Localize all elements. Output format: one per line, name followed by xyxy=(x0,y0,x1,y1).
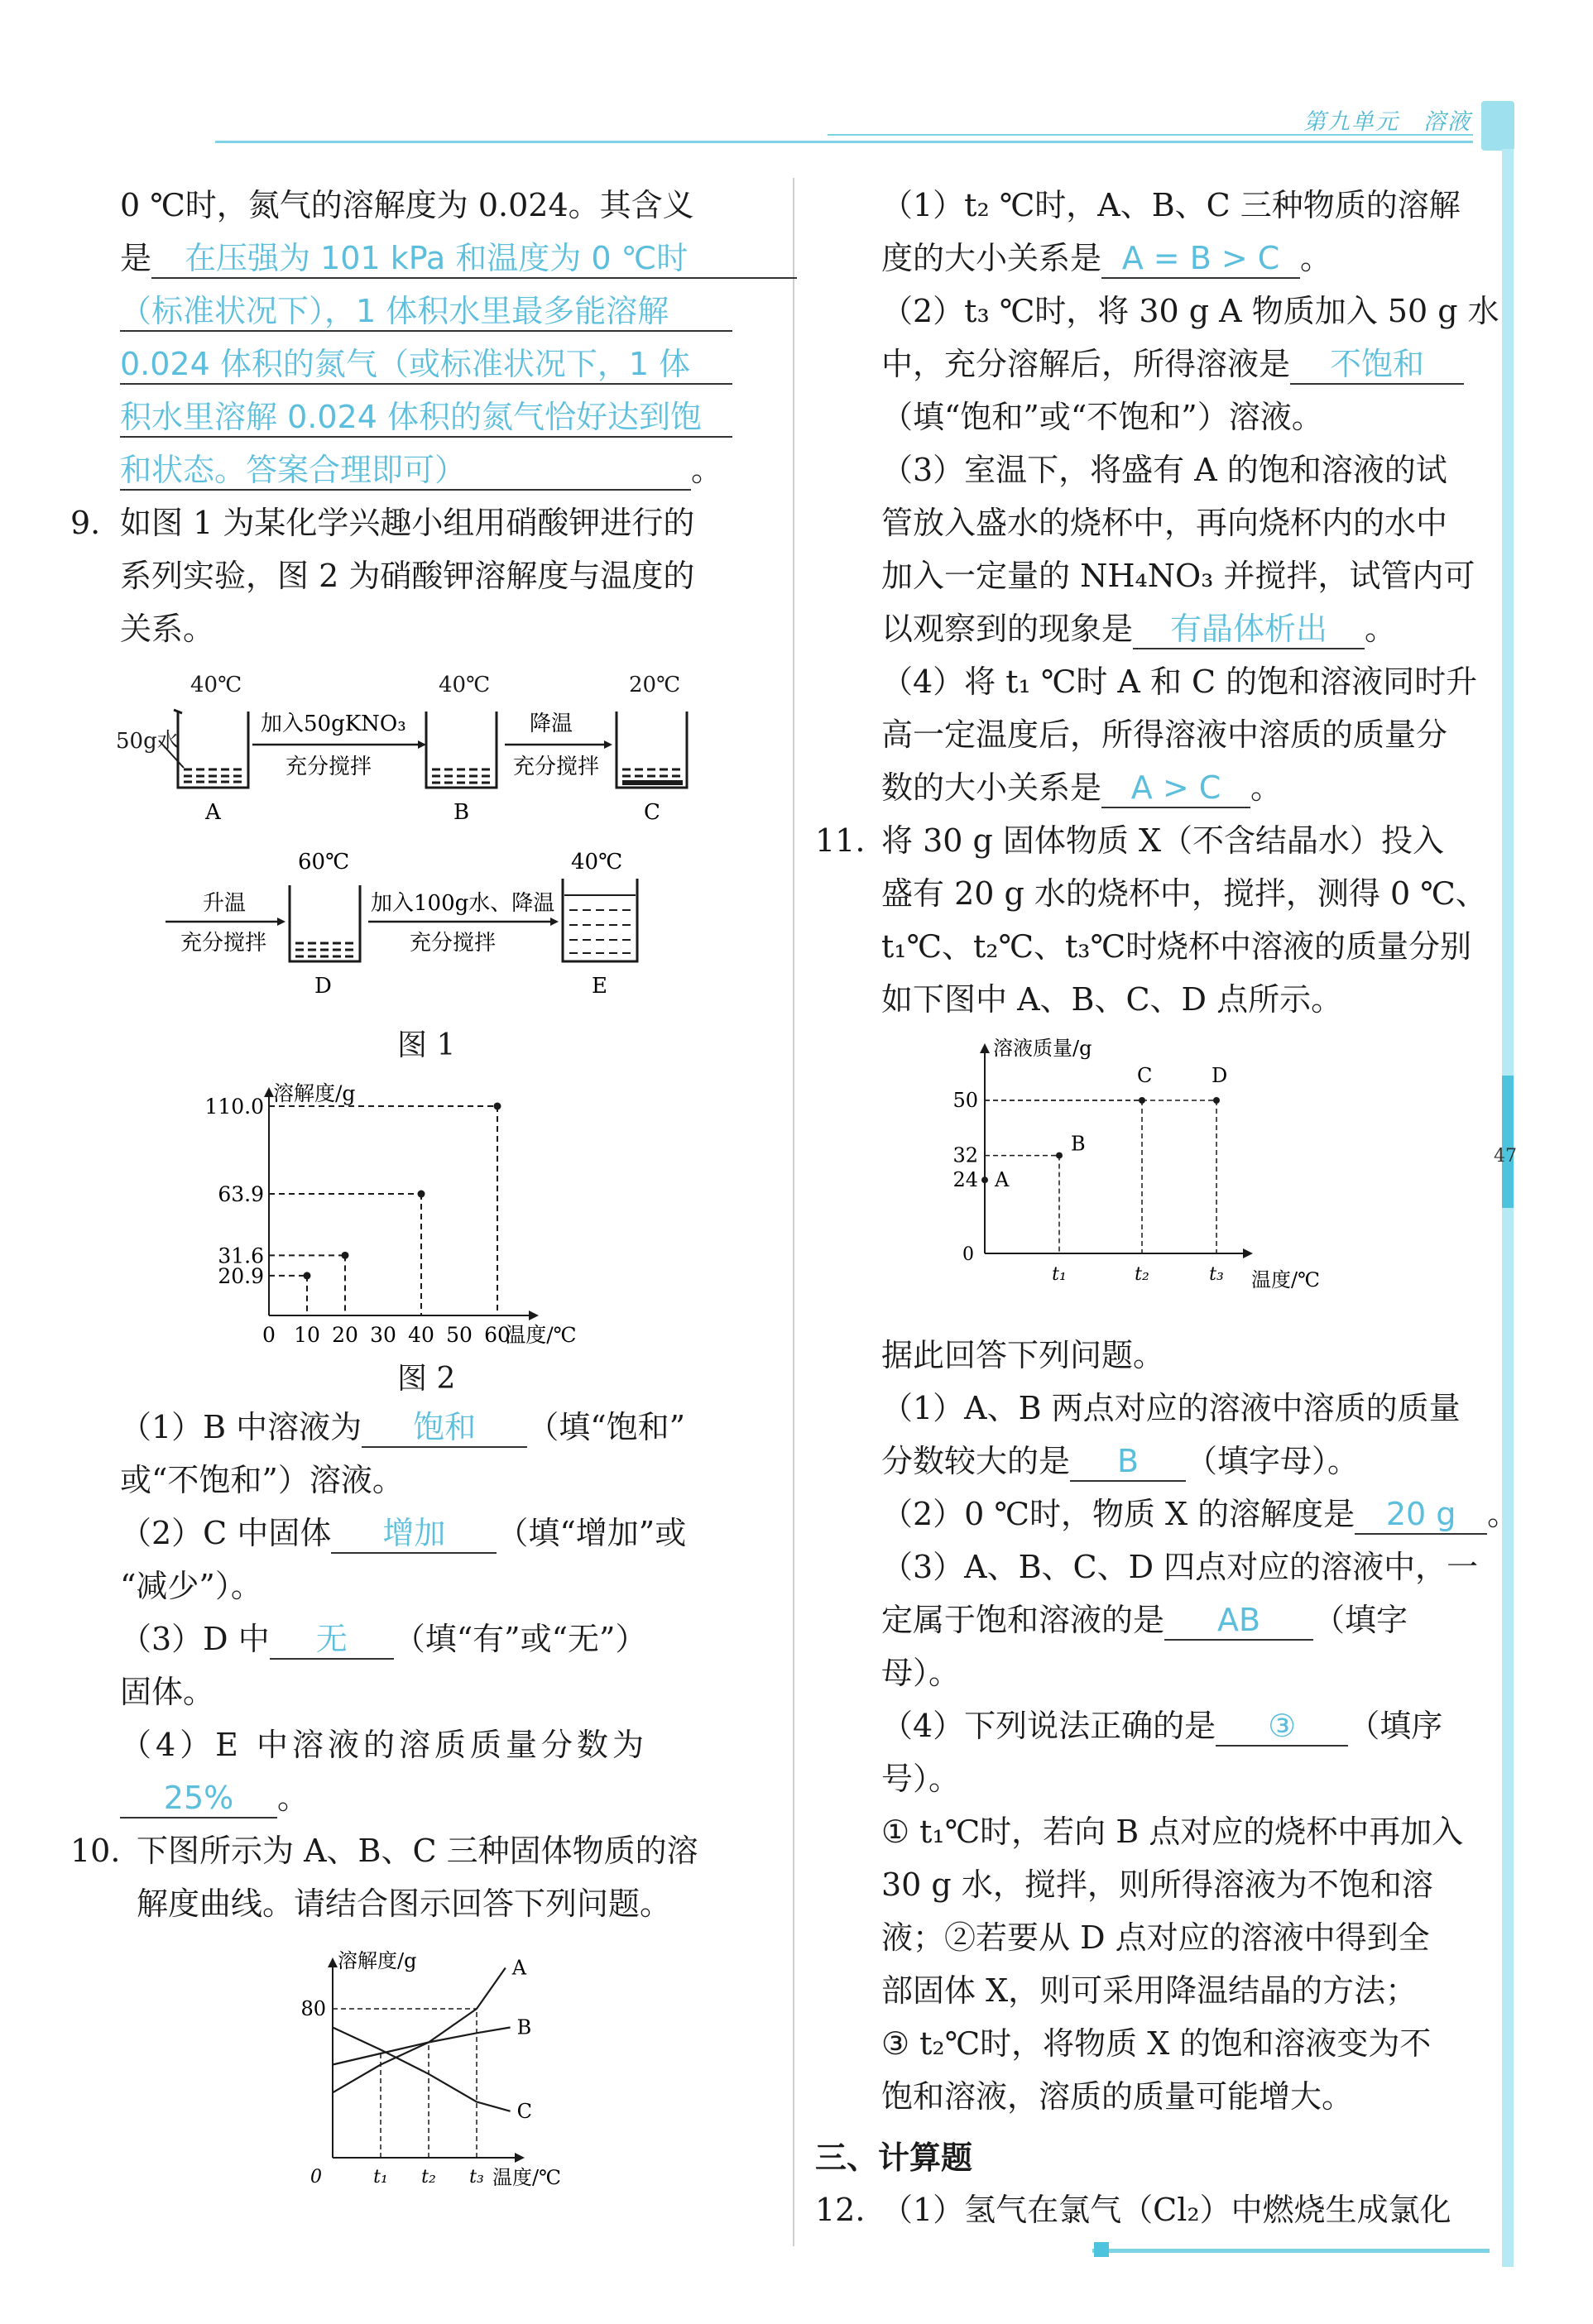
chart1-x-tick: 20 xyxy=(332,1323,358,1347)
figure1-experiment xyxy=(108,662,737,1018)
q10-s3-end: 。 xyxy=(1365,611,1397,647)
chart3-point-label: C xyxy=(1137,1064,1153,1087)
chart3-point xyxy=(1056,1152,1063,1159)
q10-s3-pre: 以观察到的现象是 xyxy=(881,611,1134,647)
fig1-step4-top: 加入100g水、降温 xyxy=(371,891,555,916)
chart1-point xyxy=(342,1252,349,1259)
fig1-temp-E: 40℃ xyxy=(571,850,623,874)
q9-sub2 xyxy=(120,1514,686,1554)
q10-line2: 解度曲线。请结合图示回答下列问题。 xyxy=(137,1886,672,1922)
beaker-E xyxy=(563,879,637,961)
q9-line1: 如图 1 为某化学兴趣小组用硝酸钾进行的 xyxy=(120,505,695,541)
q10-s2-line1: （2）t₃ ℃时，将 30 g A 物质加入 50 g 水 xyxy=(881,293,1499,329)
header-section-title: 第九单元 溶液 xyxy=(1303,109,1471,135)
q8-answer-line-3: 0.024 体积的氮气（或标准状况下，1 体 xyxy=(120,345,732,385)
beaker-B xyxy=(426,712,497,788)
q11-line4: 如下图中 A、B、C、D 点所示。 xyxy=(881,981,1343,1018)
q9-sub2-answer: 增加 xyxy=(331,1514,497,1554)
fig1-step3-top: 升温 xyxy=(203,891,247,916)
q9-sub1-answer: 饱和 xyxy=(362,1408,527,1448)
q11-option-line6: 饱和溶液，溶质的质量可能增大。 xyxy=(881,2078,1354,2115)
q10-number: 10. xyxy=(70,1833,121,1869)
q11-s2-end: 。 xyxy=(1487,1496,1519,1532)
fig1-temp-B: 40℃ xyxy=(439,673,491,697)
q8-answer-line-2: （标准状况下），1 体积水里最多能溶解 xyxy=(120,292,732,332)
q10-s4-answer: A > C xyxy=(1101,769,1250,808)
q10-s3-line1: （3）室温下，将盛有 A 的饱和溶液的试 xyxy=(881,452,1447,488)
chart3-y-tick: 32 xyxy=(952,1143,978,1167)
q11-s4-answer: ③ xyxy=(1216,1707,1348,1747)
q9-sub3-answer: 无 xyxy=(270,1620,394,1660)
beaker-C xyxy=(617,712,687,788)
chart1-y-tick: 63.9 xyxy=(218,1182,264,1207)
footer-rule xyxy=(1092,2249,1490,2253)
fig1-step2-top: 降温 xyxy=(530,712,573,736)
q10-s2-answer: 不饱和 xyxy=(1290,345,1464,385)
chart2-x-tick: t₁ xyxy=(373,2167,388,2187)
q9-line3: 关系。 xyxy=(120,611,215,647)
side-margin-bar xyxy=(1502,149,1514,2267)
q12-number: 12. xyxy=(815,2192,866,2228)
q9-sub4-end: 。 xyxy=(277,1780,309,1816)
figure2-solubility-chart xyxy=(190,1076,621,1349)
q10-s2-line2 xyxy=(881,345,1464,385)
chart1-x-tick: 40 xyxy=(408,1323,434,1347)
chart1-x-tick: 10 xyxy=(294,1323,320,1347)
beaker-D xyxy=(290,885,360,961)
q8-answer-line-4: 积水里溶解 0.024 体积的氮气恰好达到饱 xyxy=(120,398,732,438)
q10-s1-answer: A = B > C xyxy=(1101,239,1300,279)
fig1-label-D: D xyxy=(314,974,332,999)
q9-sub3 xyxy=(120,1620,646,1660)
q11-s4-line2: 号）。 xyxy=(881,1761,961,1797)
chart1-point xyxy=(304,1272,311,1279)
chart3-point-label: A xyxy=(995,1168,1010,1192)
figure2-caption: 图 2 xyxy=(397,1362,456,1396)
q11-line1: 将 30 g 固体物质 X（不含结晶水）投入 xyxy=(881,822,1445,859)
chart1-ylabel: 溶解度/g xyxy=(273,1081,356,1105)
q11-option-line5: ③ t₂℃时，将物质 X 的饱和溶液变为不 xyxy=(881,2025,1432,2062)
q9-sub3-line2: 固体。 xyxy=(120,1674,215,1710)
q11-s1-post: （填字母）。 xyxy=(1186,1443,1360,1479)
q11-after: 据此回答下列问题。 xyxy=(881,1337,1165,1373)
q9-sub2-post: （填“增加”或 xyxy=(497,1515,687,1551)
header-rule xyxy=(215,141,1473,143)
q11-s4-pre: （4）下列说法正确的是 xyxy=(881,1708,1216,1744)
chart3-x-arrow xyxy=(1243,1248,1253,1258)
q11-option-line1: ① t₁℃时，若向 B 点对应的烧杯中再加入 xyxy=(881,1814,1464,1850)
chart3-ylabel: 溶液质量/g xyxy=(993,1037,1092,1060)
q10-s2-pre: 中，充分溶解后，所得溶液是 xyxy=(881,346,1291,382)
q9-sub1-line2: 或“不饱和”）溶液。 xyxy=(120,1462,404,1498)
chart3-point-label: D xyxy=(1212,1064,1228,1087)
fig1-step4-bottom: 充分搅拌 xyxy=(410,931,497,956)
footer-marker xyxy=(1094,2242,1109,2257)
fig1-step2-bottom: 充分搅拌 xyxy=(513,755,600,779)
fig1-label-E: E xyxy=(592,974,607,999)
chart1-x-arrow xyxy=(529,1311,539,1320)
q8-answer-line-5: 和状态。答案合理即可） xyxy=(120,451,691,491)
chart3-point xyxy=(1213,1097,1220,1104)
header-tab-decoration xyxy=(1481,101,1514,151)
q10-s4-end: 。 xyxy=(1250,769,1283,806)
q11-s2-pre: （2）0 ℃时，物质 X 的溶解度是 xyxy=(881,1496,1355,1532)
fig1-step3-bottom: 充分搅拌 xyxy=(180,931,267,956)
q10-s2-line3: （填“饱和”或“不饱和”）溶液。 xyxy=(881,399,1323,435)
q10-s3-line3: 加入一定量的 NH₄NO₃ 并搅拌，试管内可 xyxy=(881,558,1475,594)
chart1-x-tick: 0 xyxy=(262,1323,276,1347)
fig1-label-B: B xyxy=(453,800,470,825)
q11-s1-pre: 分数较大的是 xyxy=(881,1443,1071,1479)
fig1-step1-top: 加入50gKNO₃ xyxy=(261,712,406,736)
q11-s4 xyxy=(881,1707,1442,1747)
q9-sub3-post: （填“有”或“无”） xyxy=(393,1621,647,1657)
q9-number: 9. xyxy=(70,505,101,541)
q8-end: 。 xyxy=(691,452,723,488)
q9-sub1-post: （填“饱和” xyxy=(527,1409,686,1445)
chart3-y-tick: 50 xyxy=(952,1089,978,1112)
q10-s1-line2 xyxy=(881,239,1331,279)
q11-s3-line3: 母）。 xyxy=(881,1655,961,1691)
beaker-A xyxy=(174,710,248,788)
chart2-y-arrow xyxy=(328,1957,338,1967)
chart2-xlabel: 温度/℃ xyxy=(492,2166,561,2189)
chart3-x-tick: 0 xyxy=(962,1244,974,1265)
q11-s4-post: （填序 xyxy=(1348,1708,1443,1744)
q11-s1-line1: （1）A、B 两点对应的溶液中溶质的质量 xyxy=(881,1390,1461,1426)
chart3-point-label: B xyxy=(1071,1132,1086,1156)
fig1-water-label: 50g水 xyxy=(116,729,179,754)
q10-s4-line1: （4）将 t₁ ℃时 A 和 C 的饱和溶液同时升 xyxy=(881,664,1478,700)
q8-line1: 0 ℃时，氮气的溶解度为 0.024。其含义 xyxy=(120,187,694,223)
chart1-y-tick: 31.6 xyxy=(218,1243,264,1268)
chart1-xlabel: 温度/℃ xyxy=(505,1323,577,1347)
q10-s4-pre: 数的大小关系是 xyxy=(881,769,1102,806)
q11-s3-line1: （3）A、B、C、D 四点对应的溶液中，一 xyxy=(881,1549,1479,1585)
q9-sub4-answer: 25% xyxy=(120,1779,277,1818)
page-number: 47 xyxy=(1494,1146,1517,1167)
chart3-x-tick: t₁ xyxy=(1052,1264,1067,1285)
q11-line3: t₁℃、t₂℃、t₃℃时烧杯中溶液的质量分别 xyxy=(881,928,1472,965)
chart2-series-label: B xyxy=(516,2015,532,2039)
chart3-point xyxy=(981,1176,988,1183)
figure1-caption: 图 1 xyxy=(397,1028,456,1062)
chart3-y-arrow xyxy=(980,1043,990,1053)
chart1-y-tick: 110.0 xyxy=(204,1095,264,1119)
chart1-point xyxy=(418,1191,425,1198)
q8-line2 xyxy=(120,239,797,279)
q11-option-line3: 液；②若要从 D 点对应的溶液中得到全 xyxy=(881,1919,1430,1956)
q11-s2 xyxy=(881,1495,1519,1535)
q8-prefix: 是 xyxy=(120,240,152,276)
q11-s3-pre: 定属于饱和溶液的是 xyxy=(881,1602,1165,1638)
q10-s1-line1: （1）t₂ ℃时，A、B、C 三种物质的溶解 xyxy=(881,187,1461,223)
q10-s3-line4 xyxy=(881,610,1396,649)
q11-s3-line2 xyxy=(881,1601,1408,1641)
chart2-curve-C xyxy=(333,2028,511,2111)
chart1-point xyxy=(494,1103,501,1110)
q11-number: 11. xyxy=(815,822,866,859)
q11-s3-post: （填字 xyxy=(1313,1602,1408,1638)
q10-s3-answer: 有晶体析出 xyxy=(1133,610,1365,649)
chart2-x-tick: 0 xyxy=(310,2167,322,2187)
q8-answer-line-1: 在压强为 101 kPa 和温度为 0 ℃时 xyxy=(151,239,797,279)
q10-line1: 下图所示为 A、B、C 三种固体物质的溶 xyxy=(137,1833,698,1869)
q9-sub1-pre: （1）B 中溶液为 xyxy=(120,1409,362,1445)
chart3-x-tick: t₃ xyxy=(1209,1264,1224,1285)
chart1-x-tick: 30 xyxy=(370,1323,396,1347)
chart1-x-tick: 50 xyxy=(446,1323,473,1347)
chart2-y-tick: 80 xyxy=(300,1997,326,2020)
q12-line1: （1）氢气在氯气（Cl₂）中燃烧生成氯化 xyxy=(881,2192,1451,2228)
chart2-x-arrow xyxy=(515,2153,525,2163)
q11-s2-answer: 20 g xyxy=(1355,1495,1487,1535)
chart2-curve-A xyxy=(333,1968,506,2093)
q10-s1-end: 。 xyxy=(1300,240,1332,276)
column-divider xyxy=(793,178,794,2246)
q9-sub4-line1: （4）E 中溶液的溶质质量分数为 xyxy=(120,1727,648,1763)
chart3-x-tick: t₂ xyxy=(1135,1264,1149,1285)
q8-answer-line-5-row xyxy=(120,451,722,491)
chart3-xlabel: 温度/℃ xyxy=(1251,1268,1320,1291)
fig1-temp-D: 60℃ xyxy=(298,850,350,874)
q9-sub2-pre: （2）C 中固体 xyxy=(120,1515,332,1551)
q11-option-line4: 部固体 X，则可采用降温结晶的方法； xyxy=(881,1972,1418,2009)
q9-line2: 系列实验，图 2 为硝酸钾溶解度与温度的 xyxy=(120,558,695,594)
chart1-y-tick: 20.9 xyxy=(218,1263,264,1288)
q9-sub2-line2: “减少”）。 xyxy=(120,1568,262,1604)
fig1-temp-A: 40℃ xyxy=(190,673,242,697)
chart2-x-tick: t₃ xyxy=(469,2167,484,2187)
fig1-temp-C: 20℃ xyxy=(629,673,681,697)
q11-option-line2: 30 g 水，搅拌，则所得溶液为不饱和溶 xyxy=(881,1866,1433,1903)
section3-heading: 三、计算题 xyxy=(815,2140,973,2176)
q10-s3-line2: 管放入盛水的烧杯中，再向烧杯内的水中 xyxy=(881,505,1448,541)
q11-s1-line2 xyxy=(881,1442,1359,1482)
chart2-ylabel: 溶解度/g xyxy=(338,1949,417,1972)
q9-sub3-pre: （3）D 中 xyxy=(120,1621,270,1657)
q9-sub4-line2 xyxy=(120,1779,309,1818)
fig1-step1-bottom: 充分搅拌 xyxy=(285,755,372,779)
chart2-x-tick: t₂ xyxy=(421,2167,436,2187)
q11-solution-mass-chart xyxy=(943,1030,1357,1320)
chart2-series-label: A xyxy=(511,1956,527,1980)
side-margin-marker xyxy=(1502,1076,1514,1208)
chart1-x-tick: 60 xyxy=(484,1323,511,1347)
q11-line2: 盛有 20 g 水的烧杯中，搅拌，测得 0 ℃、 xyxy=(881,875,1487,912)
fig1-label-A: A xyxy=(205,800,221,825)
chart3-y-tick: 24 xyxy=(952,1168,978,1192)
q10-s4-line3 xyxy=(881,769,1282,808)
chart2-series-label: C xyxy=(516,2099,532,2123)
fig1-label-C: C xyxy=(644,800,660,825)
q11-s3-answer: AB xyxy=(1164,1601,1313,1641)
q11-s1-answer: B xyxy=(1070,1442,1186,1482)
q10-s4-line2: 高一定温度后，所得溶液中溶质的质量分 xyxy=(881,716,1448,753)
q9-sub1 xyxy=(120,1408,685,1448)
q10-s1-pre: 度的大小关系是 xyxy=(881,240,1102,276)
q10-solubility-curves-chart xyxy=(273,1944,621,2209)
